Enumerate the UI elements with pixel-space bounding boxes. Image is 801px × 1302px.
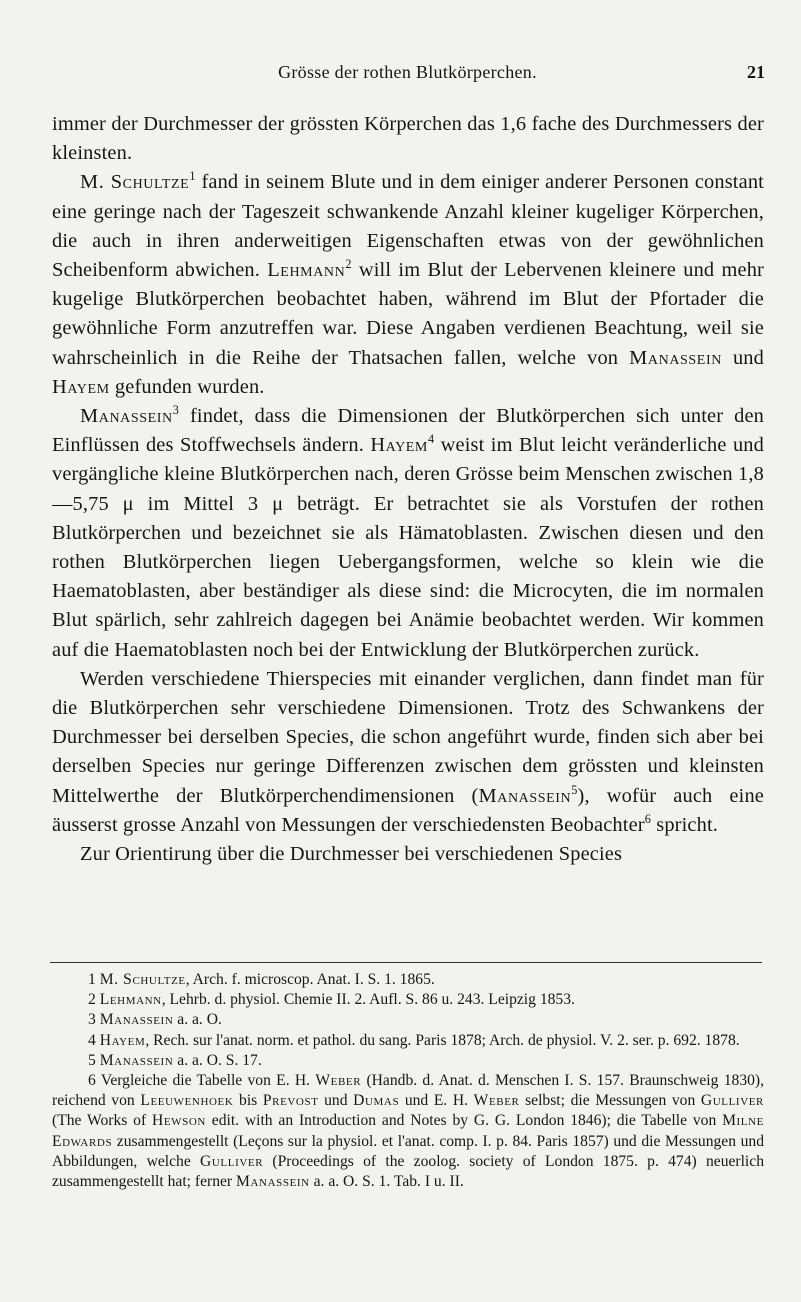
author-name: Hayem — [99, 1031, 146, 1049]
author-name: Manassein — [236, 1173, 310, 1191]
paragraph-5 — [52, 840, 764, 869]
paragraph-4 — [52, 665, 764, 840]
text-span: findet, dass die Dimensionen der Blutkörperchen sich unter den Einflüssen des Stoffwechsels ändern. — [52, 405, 764, 457]
body-text — [52, 110, 764, 869]
footnote-text: a. a. O. — [173, 1011, 222, 1029]
footnotes — [52, 970, 764, 1192]
text-span: gefunden wurden. — [109, 375, 265, 398]
author-name: M. Schultze — [80, 171, 190, 194]
footnote-text: a. a. O. S. 17. — [173, 1051, 262, 1069]
footnote-2 — [52, 990, 764, 1010]
text-span: Zur Orientirung über die Durchmesser bei verschiedenen Species — [80, 843, 623, 866]
author-name: Leeuwenhoek — [140, 1092, 234, 1110]
footnote-1 — [52, 970, 764, 990]
footnote-marker: 1 — [189, 169, 196, 184]
footnote-4 — [52, 1031, 764, 1051]
footnote-marker: 6 — [644, 812, 651, 827]
footnote-text: (Proceedings of the zoolog. society of London 1875. p. 474) neuerlich zusammengestellt hat; ferner — [52, 1152, 764, 1191]
footnote-marker: 2 — [345, 257, 352, 272]
footnote-divider — [50, 962, 762, 963]
text-span: spricht. — [651, 813, 719, 836]
author-name: Gulliver — [200, 1152, 264, 1170]
author-name: Manassein — [478, 784, 572, 807]
author-name: M. Schultze — [99, 971, 186, 988]
footnote-text: (Handb. d. Anat. d. Menschen I. S. 157. Braunschweig 1830), reichend von — [52, 1072, 764, 1110]
text-span: weist im Blut leicht veränderliche und vergängliche kleine Blutkörperchen nach, deren Grösse beim Menschen zwischen 1,8—5,75 μ im Mittel 3 μ beträgt. Er betrachtet sie als Vorstufen der rothen Blutkörperchen und bezeichnet sie als Hämatoblasten. Zwischen diesen und den rothen Blutkörperchen liegen Uebergangsformen, welche so klein wie die Haematoblasten, aber beständiger als diese sind: die Microcyten, die im normalen Blut spärlich, sehr zahlreich dagegen bei Anämie beobachtet werden. Wir kommen auf die Haematoblasten noch bei der Entwicklung der Blutkörperchen zurück. — [52, 434, 764, 661]
footnote-text: selbst; die Messungen von — [519, 1092, 701, 1110]
footnote-number: 4 — [88, 1031, 96, 1049]
paragraph-3 — [52, 402, 764, 665]
author-name: Hayem — [52, 375, 110, 398]
footnote-number: 5 — [88, 1051, 96, 1069]
author-name: Weber — [315, 1072, 362, 1090]
author-name: Gulliver — [700, 1092, 764, 1110]
text-span: will im Blut der Lebervenen kleinere und mehr kugelige Blutkörperchen beobachtet haben, während im Blut der Pfortader die gewöhnliche Form anzutreffen war. Diese Angaben verdienen Beachtung, weil sie wahrscheinlich in die Reihe der Thatsachen fallen, welche von — [52, 259, 764, 369]
footnote-number: 1 — [88, 971, 96, 988]
paragraph-2 — [52, 168, 764, 402]
footnote-text: und — [318, 1092, 354, 1110]
author-name: Dumas — [353, 1092, 400, 1110]
author-name: Milne Edwards — [52, 1112, 764, 1150]
footnote-3 — [52, 1010, 764, 1030]
footnote-text: (The Works of — [52, 1112, 152, 1130]
footnote-text: zusammengestellt (Leçons sur la physiol. et l'anat. comp. I. p. 84. Paris 1857) und die Messungen und Abbildungen, welche — [52, 1132, 764, 1170]
author-name: Weber — [473, 1092, 520, 1110]
paragraph-1 — [52, 110, 764, 168]
footnote-text: , Lehrb. d. physiol. Chemie II. 2. Aufl. S. 86 u. 243. Leipzig 1853. — [161, 991, 575, 1009]
text-span: fand in seinem Blute und in dem einiger anderer Personen constant eine geringe nach der Tageszeit schwankende Anzahl kleiner kugeliger Körperchen, die auch in ihren anderweitigen Eigenschaften etwas von der gewöhnlichen Scheibenform abwichen. — [52, 171, 764, 282]
footnote-5 — [52, 1051, 764, 1071]
text-span: Werden verschiedene Thierspecies mit einander verglichen, dann findet man für die Blutkörperchen sehr verschiedene Dimensionen. Trotz des Schwankens der Durchmesser bei derselben Species, die schon angeführt wurde, finden sich aber bei derselben Species nur geringe Differenzen zwischen dem grössten und kleinsten Mittelwerthe der Blutkörperchendimensionen ( — [52, 667, 764, 807]
author-name: Manassein — [99, 1011, 174, 1029]
author-name: Manassein — [99, 1051, 174, 1069]
footnote-text: , Arch. f. microscop. Anat. I. S. 1. 1865. — [185, 971, 435, 988]
author-name: Hayem — [370, 434, 428, 457]
text-span: ), wofür auch eine äusserst grosse Anzahl von Messungen der verschiedensten Beobachter — [52, 784, 764, 836]
author-name: Manassein — [80, 405, 173, 428]
footnote-text: edit. with an Introduction and Notes by G. G. London 1846); die Tabelle von — [205, 1112, 723, 1130]
author-name: Hewson — [151, 1112, 206, 1130]
footnote-number: 3 — [88, 1011, 96, 1029]
footnote-text: , Rech. sur l'anat. norm. et pathol. du sang. Paris 1878; Arch. de physiol. V. 2. ser. p. 692. 1878. — [145, 1031, 740, 1049]
footnote-text: und E. H. — [399, 1092, 474, 1110]
footnote-marker: 4 — [427, 432, 435, 447]
footnote-6 — [52, 1071, 764, 1192]
author-name: Lehmann — [267, 259, 346, 282]
text-span: immer der Durchmesser der grössten Körperchen das 1,6 fache des Durchmessers der kleinsten. — [52, 113, 764, 165]
footnote-text: a. a. O. S. 1. Tab. I u. II. — [309, 1173, 464, 1191]
footnote-text: Vergleiche die Tabelle von E. H. — [100, 1072, 316, 1090]
author-name: Lehmann — [99, 991, 162, 1009]
running-title: Grösse der rothen Blutkörperchen. — [278, 62, 537, 82]
footnote-text: bis — [233, 1092, 263, 1110]
author-name: Prevost — [262, 1092, 319, 1110]
footnote-number: 6 — [88, 1072, 96, 1090]
page-number: 21 — [747, 62, 765, 82]
author-name: Manassein — [629, 346, 722, 369]
page-header — [50, 62, 765, 90]
footnote-marker: 3 — [172, 403, 180, 418]
footnote-number: 2 — [88, 991, 96, 1009]
text-span: und — [721, 346, 764, 369]
footnote-marker: 5 — [571, 782, 578, 797]
